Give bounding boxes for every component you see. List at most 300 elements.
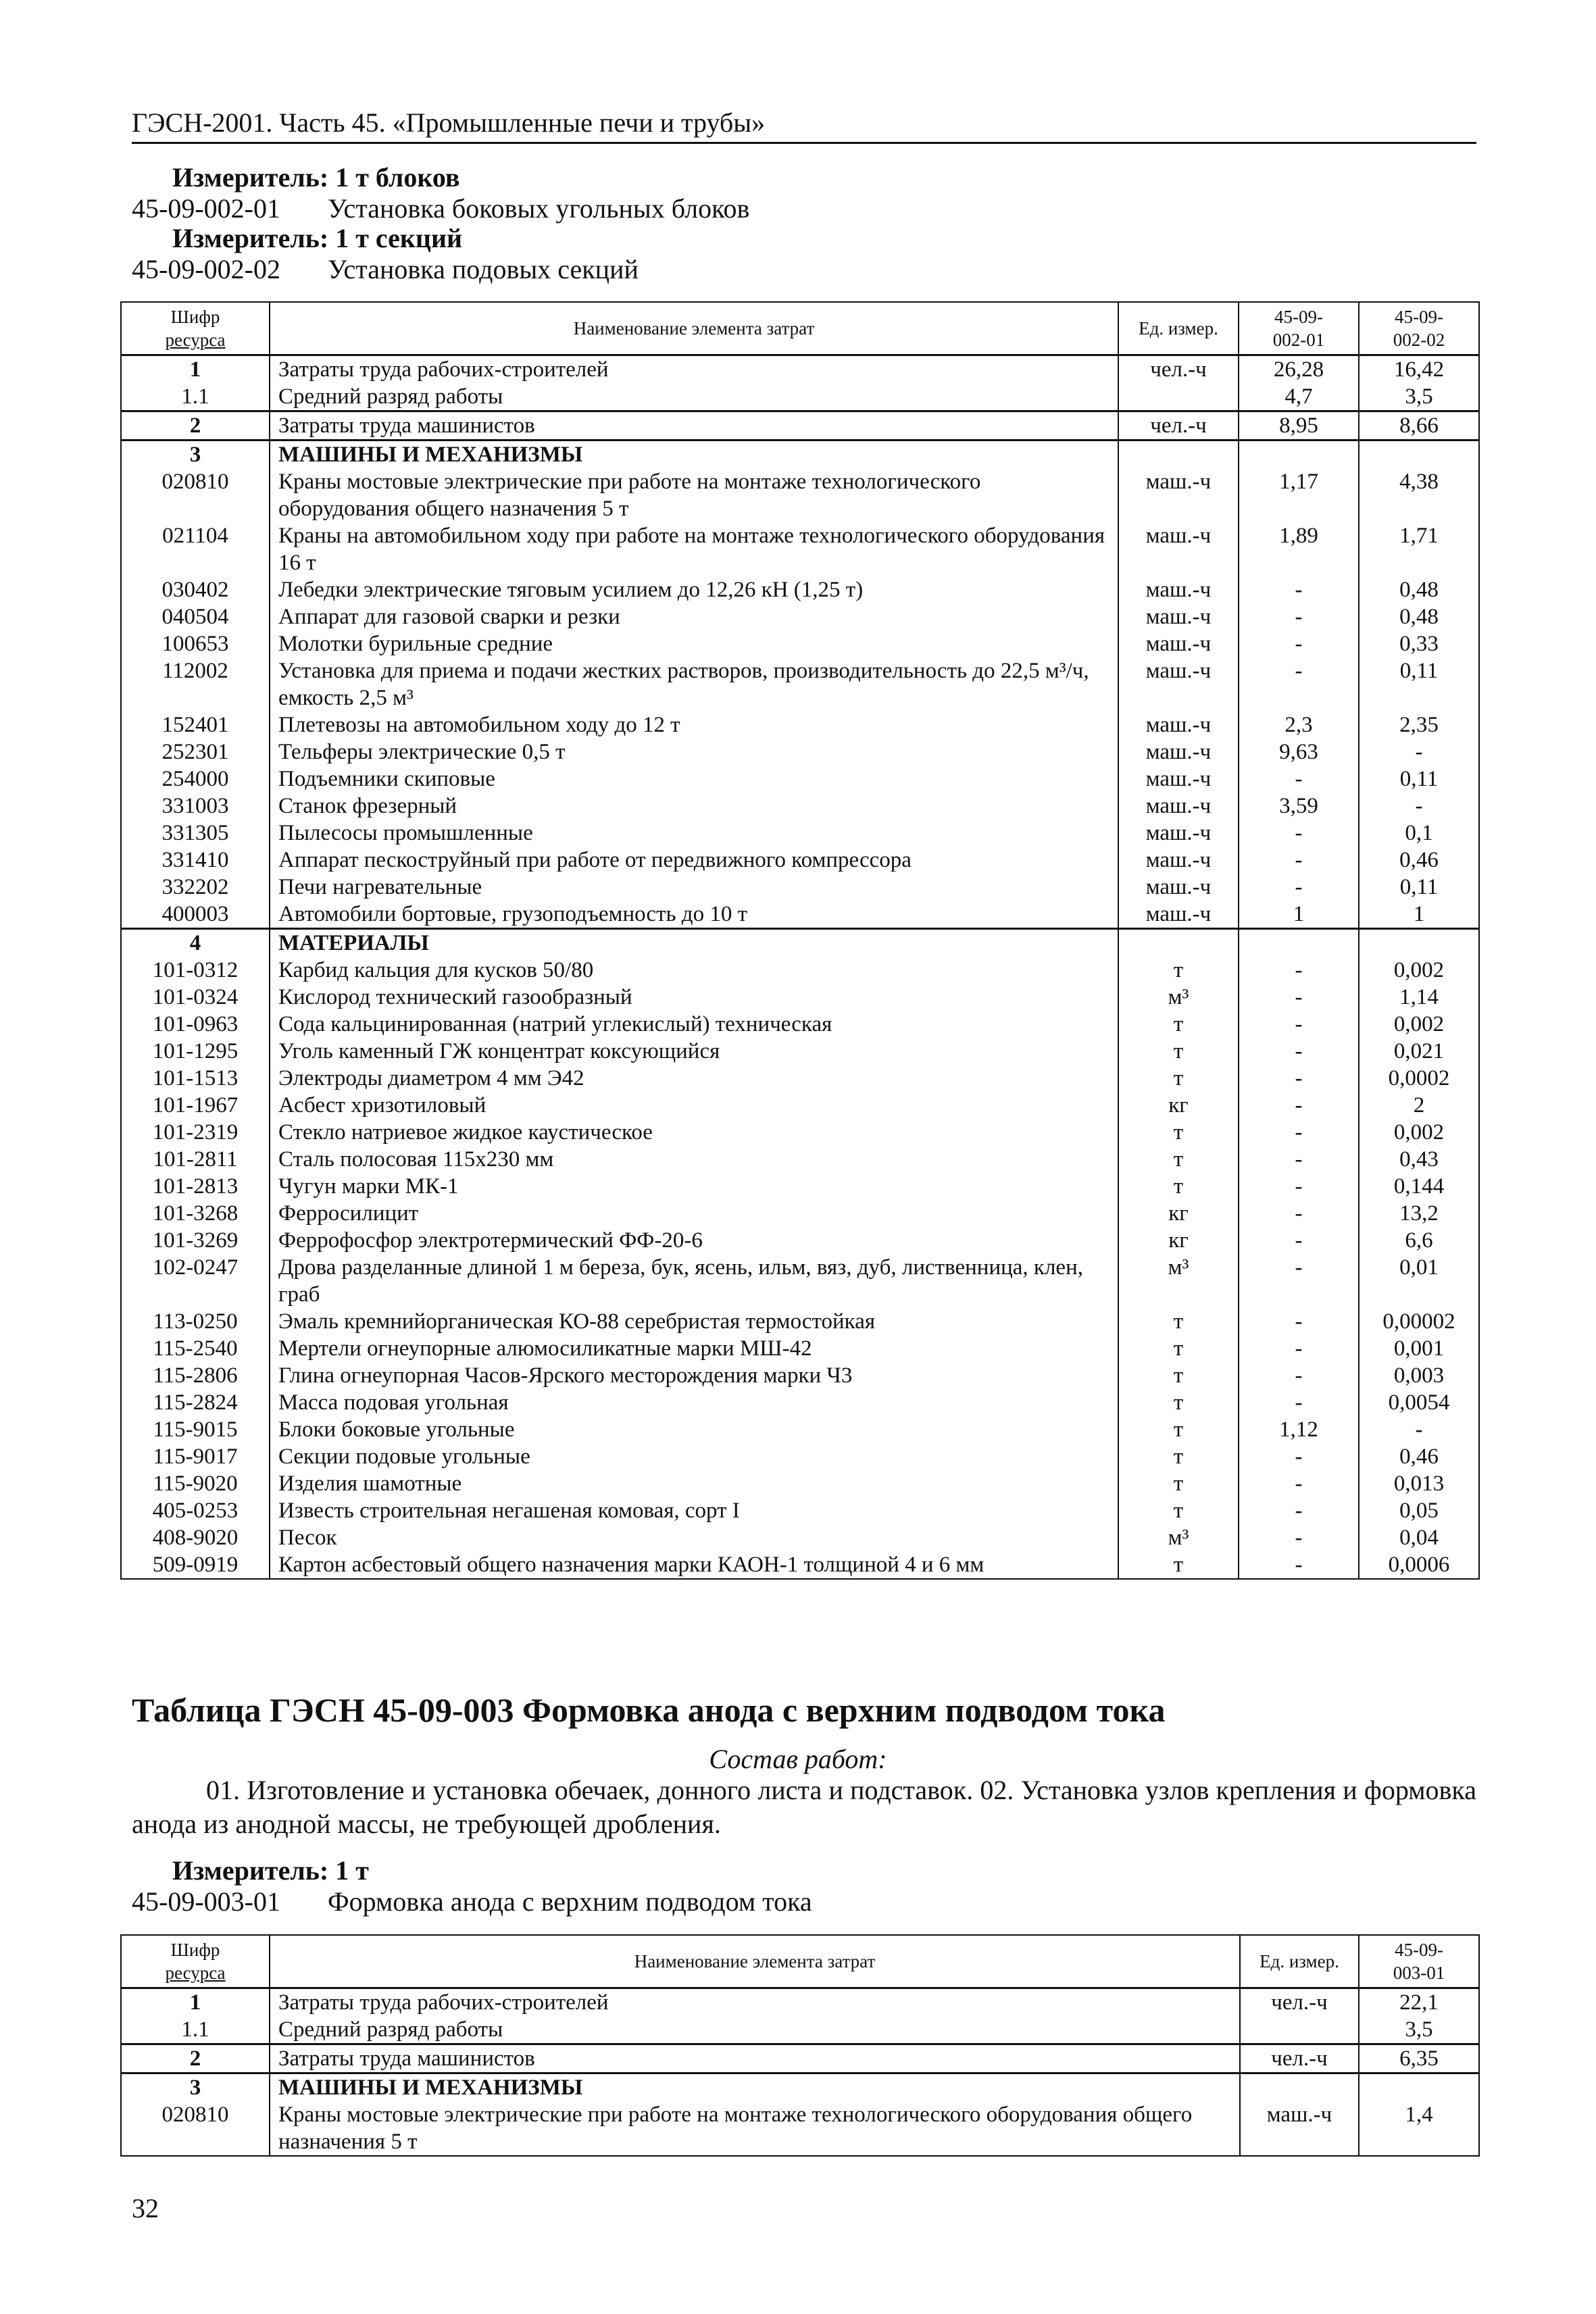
resource-name-cell: МАТЕРИАЛЫ bbox=[270, 929, 1118, 957]
unit-cell: чел.-ч bbox=[1240, 1988, 1359, 2017]
unit-cell: чел.-ч bbox=[1118, 411, 1239, 441]
resource-name-cell: Асбест хризотиловый bbox=[270, 1092, 1118, 1119]
unit-cell: т bbox=[1118, 1335, 1239, 1362]
table-row bbox=[121, 874, 1479, 901]
table-row bbox=[121, 984, 1479, 1011]
value-cell-2: 0,003 bbox=[1359, 1362, 1479, 1389]
resource-name-cell: Пылесосы промышленные bbox=[270, 820, 1118, 847]
table-row bbox=[121, 1443, 1479, 1470]
value-cell-2: 0,46 bbox=[1359, 847, 1479, 874]
table-title: Таблица ГЭСН 45-09-003 Формовка анода с верхним подводом тока bbox=[132, 1691, 1166, 1729]
header-code: Шифр ресурса bbox=[121, 1935, 270, 1988]
resource-code-cell: 112002 bbox=[121, 657, 270, 711]
meter-line-3 bbox=[132, 1855, 369, 1886]
table-header-row bbox=[121, 302, 1479, 355]
norm-line-1 bbox=[132, 193, 749, 224]
table-row bbox=[121, 1146, 1479, 1173]
unit-cell: т bbox=[1118, 957, 1239, 984]
resource-name-cell: Краны мостовые электрические при работе на монтаже технологического оборудования общего назначения 5 т bbox=[270, 2101, 1240, 2156]
unit-cell: т bbox=[1118, 1038, 1239, 1065]
unit-cell: маш.-ч bbox=[1118, 630, 1239, 657]
header-col-2: 45-09- 002-02 bbox=[1359, 302, 1479, 355]
unit-cell: маш.-ч bbox=[1118, 847, 1239, 874]
table-row bbox=[121, 1389, 1479, 1416]
resource-name-cell: МАШИНЫ И МЕХАНИЗМЫ bbox=[270, 441, 1118, 469]
resource-name-cell: Тельферы электрические 0,5 т bbox=[270, 738, 1118, 765]
value-cell-2: 0,1 bbox=[1359, 820, 1479, 847]
unit-cell: маш.-ч bbox=[1118, 576, 1239, 603]
resource-code-cell: 509-0919 bbox=[121, 1551, 270, 1579]
unit-cell: маш.-ч bbox=[1118, 657, 1239, 711]
unit-cell: т bbox=[1118, 1470, 1239, 1497]
table-header-row bbox=[121, 1935, 1479, 1988]
table-row bbox=[121, 657, 1479, 711]
resource-name-cell: Молотки бурильные средние bbox=[270, 630, 1118, 657]
unit-cell: маш.-ч bbox=[1118, 793, 1239, 820]
resource-code-cell: 101-2811 bbox=[121, 1146, 270, 1173]
value-cell-1: - bbox=[1239, 1173, 1359, 1200]
resource-code-cell: 115-2540 bbox=[121, 1335, 270, 1362]
value-cell-1: - bbox=[1239, 1011, 1359, 1038]
norm-line-3 bbox=[132, 1886, 812, 1917]
resource-code-cell: 101-2813 bbox=[121, 1173, 270, 1200]
value-cell-1: - bbox=[1239, 1227, 1359, 1254]
table-row bbox=[121, 1200, 1479, 1227]
meter-label: Измеритель: 1 т bbox=[172, 1855, 369, 1886]
resource-code-cell: 113-0250 bbox=[121, 1308, 270, 1335]
resource-name-cell: Печи нагревательные bbox=[270, 874, 1118, 901]
value-cell-1: - bbox=[1239, 576, 1359, 603]
value-cell-2 bbox=[1359, 441, 1479, 469]
table-row bbox=[121, 765, 1479, 793]
resource-code-cell: 101-0312 bbox=[121, 957, 270, 984]
value-cell-1: - bbox=[1239, 984, 1359, 1011]
value-cell-2: 0,01 bbox=[1359, 1254, 1479, 1308]
resource-name-cell: Феррофосфор электротермический ФФ-20-6 bbox=[270, 1227, 1118, 1254]
table-row bbox=[121, 793, 1479, 820]
meter-label: Измеритель: 1 т блоков bbox=[172, 162, 460, 193]
resource-code-cell: 2 bbox=[121, 2044, 270, 2073]
unit-cell bbox=[1118, 441, 1239, 469]
unit-cell: т bbox=[1118, 1173, 1239, 1200]
table-row bbox=[121, 576, 1479, 603]
resource-code-cell: 4 bbox=[121, 929, 270, 957]
value-cell-1: - bbox=[1239, 1092, 1359, 1119]
resource-code-cell: 1.1 bbox=[121, 2016, 270, 2044]
resource-name-cell: Электроды диаметром 4 мм Э42 bbox=[270, 1065, 1118, 1092]
resource-name-cell: Мертели огнеупорные алюмосиликатные марки МШ-42 bbox=[270, 1335, 1118, 1362]
value-cell-2: 0,021 bbox=[1359, 1038, 1479, 1065]
resource-code-cell: 101-0324 bbox=[121, 984, 270, 1011]
table-row bbox=[121, 1497, 1479, 1524]
resource-name-cell: Картон асбестовый общего назначения марки КАОН-1 толщиной 4 и 6 мм bbox=[270, 1551, 1118, 1579]
unit-cell: т bbox=[1118, 1389, 1239, 1416]
resource-name-cell: Средний разряд работы bbox=[270, 2016, 1240, 2044]
value-cell-1: 6,35 bbox=[1359, 2044, 1479, 2073]
resource-name-cell: Затраты труда машинистов bbox=[270, 411, 1118, 441]
resource-name-cell: Ферросилицит bbox=[270, 1200, 1118, 1227]
value-cell-2: 3,5 bbox=[1359, 383, 1479, 411]
table-row bbox=[121, 2044, 1479, 2073]
table-row bbox=[121, 1173, 1479, 1200]
unit-cell: т bbox=[1118, 1011, 1239, 1038]
value-cell-1: 4,7 bbox=[1239, 383, 1359, 411]
resource-code-cell: 331410 bbox=[121, 847, 270, 874]
resource-code-cell: 331003 bbox=[121, 793, 270, 820]
resource-name-cell: Средний разряд работы bbox=[270, 383, 1118, 411]
resource-code-cell: 101-3269 bbox=[121, 1227, 270, 1254]
resource-code-cell: 252301 bbox=[121, 738, 270, 765]
unit-cell: маш.-ч bbox=[1118, 765, 1239, 793]
resource-name-cell: Блоки боковые угольные bbox=[270, 1416, 1118, 1443]
value-cell-1: 22,1 bbox=[1359, 1988, 1479, 2017]
value-cell-2: 4,38 bbox=[1359, 468, 1479, 522]
unit-cell: т bbox=[1118, 1362, 1239, 1389]
resource-code-cell: 115-2806 bbox=[121, 1362, 270, 1389]
unit-cell: маш.-ч bbox=[1118, 874, 1239, 901]
table-row bbox=[121, 355, 1479, 384]
unit-cell bbox=[1118, 383, 1239, 411]
resource-name-cell: Краны на автомобильном ходу при работе на монтаже технологического оборудования 16 т bbox=[270, 522, 1118, 576]
resource-code-cell: 1.1 bbox=[121, 383, 270, 411]
resource-name-cell: Плетевозы на автомобильном ходу до 12 т bbox=[270, 711, 1118, 738]
resource-name-cell: Известь строительная негашеная комовая, сорт I bbox=[270, 1497, 1118, 1524]
value-cell-1: 26,28 bbox=[1239, 355, 1359, 384]
resource-name-cell: Затраты труда рабочих-строителей bbox=[270, 1988, 1240, 2017]
table-row bbox=[121, 2101, 1479, 2156]
resource-name-cell: МАШИНЫ И МЕХАНИЗМЫ bbox=[270, 2073, 1240, 2102]
value-cell-1: - bbox=[1239, 874, 1359, 901]
value-cell-2 bbox=[1359, 929, 1479, 957]
resource-name-cell: Краны мостовые электрические при работе на монтаже технологического оборудования общего назначения 5 т bbox=[270, 468, 1118, 522]
value-cell-2: 0,001 bbox=[1359, 1335, 1479, 1362]
resource-code-cell: 3 bbox=[121, 2073, 270, 2102]
value-cell-2: 0,0054 bbox=[1359, 1389, 1479, 1416]
table-row bbox=[121, 1308, 1479, 1335]
value-cell-1: - bbox=[1239, 1119, 1359, 1146]
value-cell-1: 1 bbox=[1239, 901, 1359, 929]
value-cell-1 bbox=[1239, 441, 1359, 469]
value-cell-1: 2,3 bbox=[1239, 711, 1359, 738]
table-row bbox=[121, 2073, 1479, 2102]
table-row bbox=[121, 1524, 1479, 1551]
value-cell-2: 0,00002 bbox=[1359, 1308, 1479, 1335]
value-cell-1: - bbox=[1239, 1443, 1359, 1470]
resource-code-cell: 021104 bbox=[121, 522, 270, 576]
resource-code-cell: 2 bbox=[121, 411, 270, 441]
value-cell-2: - bbox=[1359, 1416, 1479, 1443]
table-row bbox=[121, 1065, 1479, 1092]
value-cell-2: 0,11 bbox=[1359, 765, 1479, 793]
resource-code-cell: 102-0247 bbox=[121, 1254, 270, 1308]
table-row bbox=[121, 1988, 1479, 2017]
unit-cell: чел.-ч bbox=[1240, 2044, 1359, 2073]
unit-cell: маш.-ч bbox=[1240, 2101, 1359, 2156]
value-cell-1: 1,12 bbox=[1239, 1416, 1359, 1443]
header-col-1: 45-09- 002-01 bbox=[1239, 302, 1359, 355]
table-row bbox=[121, 957, 1479, 984]
value-cell-1: 1,89 bbox=[1239, 522, 1359, 576]
unit-cell: м³ bbox=[1118, 984, 1239, 1011]
value-cell-1: - bbox=[1239, 1470, 1359, 1497]
value-cell-2: 0,0006 bbox=[1359, 1551, 1479, 1579]
resource-code-cell: 101-0963 bbox=[121, 1011, 270, 1038]
unit-cell: т bbox=[1118, 1308, 1239, 1335]
header-name: Наименование элемента затрат bbox=[270, 1935, 1240, 1988]
unit-cell: маш.-ч bbox=[1118, 711, 1239, 738]
value-cell-1: - bbox=[1239, 1038, 1359, 1065]
resource-name-cell: Песок bbox=[270, 1524, 1118, 1551]
value-cell-1: - bbox=[1239, 1146, 1359, 1173]
table-row bbox=[121, 847, 1479, 874]
value-cell-1: - bbox=[1239, 603, 1359, 630]
value-cell-2: 1,14 bbox=[1359, 984, 1479, 1011]
norm-name: Установка боковых угольных блоков bbox=[328, 193, 750, 224]
value-cell-2: 0,013 bbox=[1359, 1470, 1479, 1497]
unit-cell: т bbox=[1118, 1497, 1239, 1524]
table-row bbox=[121, 2016, 1479, 2044]
header-name: Наименование элемента затрат bbox=[270, 302, 1118, 355]
resource-name-cell: Сталь полосовая 115х230 мм bbox=[270, 1146, 1118, 1173]
value-cell-1: - bbox=[1239, 1524, 1359, 1551]
resource-code-cell: 152401 bbox=[121, 711, 270, 738]
value-cell-1: - bbox=[1239, 957, 1359, 984]
header-unit: Ед. измер. bbox=[1240, 1935, 1359, 1988]
resource-code-cell: 1 bbox=[121, 355, 270, 384]
value-cell-2: 13,2 bbox=[1359, 1200, 1479, 1227]
resource-code-cell: 100653 bbox=[121, 630, 270, 657]
table-row bbox=[121, 1551, 1479, 1579]
resource-name-cell: Автомобили бортовые, грузоподъемность до 10 т bbox=[270, 901, 1118, 929]
value-cell-2: 0,002 bbox=[1359, 957, 1479, 984]
unit-cell: маш.-ч bbox=[1118, 522, 1239, 576]
meter-line-1 bbox=[132, 162, 459, 193]
norm-name: Установка подовых секций bbox=[328, 254, 639, 284]
value-cell-1: - bbox=[1239, 657, 1359, 711]
unit-cell: м³ bbox=[1118, 1524, 1239, 1551]
table-row bbox=[121, 1092, 1479, 1119]
value-cell-1: - bbox=[1239, 820, 1359, 847]
value-cell-2: 0,05 bbox=[1359, 1497, 1479, 1524]
resource-name-cell: Масса подовая угольная bbox=[270, 1389, 1118, 1416]
unit-cell: кг bbox=[1118, 1227, 1239, 1254]
resource-code-cell: 101-3268 bbox=[121, 1200, 270, 1227]
resource-name-cell: Стекло натриевое жидкое каустическое bbox=[270, 1119, 1118, 1146]
works-text: 01. Изготовление и установка обечаек, донного листа и подставок. 02. Установка узлов крепления и формовка анода из анодной массы, не требующей дробления. bbox=[132, 1775, 1476, 1839]
value-cell-1: 9,63 bbox=[1239, 738, 1359, 765]
norm-line-2 bbox=[132, 254, 639, 285]
resource-name-cell: Аппарат пескоструйный при работе от передвижного компрессора bbox=[270, 847, 1118, 874]
value-cell-1 bbox=[1359, 2073, 1479, 2102]
resource-table-2 bbox=[120, 1934, 1480, 2157]
table-row bbox=[121, 1470, 1479, 1497]
composition-label: Состав работ: bbox=[709, 1744, 887, 1774]
table-row bbox=[121, 1335, 1479, 1362]
resource-name-cell: Станок фрезерный bbox=[270, 793, 1118, 820]
resource-code-cell: 332202 bbox=[121, 874, 270, 901]
value-cell-2: - bbox=[1359, 793, 1479, 820]
unit-cell bbox=[1118, 929, 1239, 957]
resource-name-cell: Аппарат для газовой сварки и резки bbox=[270, 603, 1118, 630]
unit-cell: кг bbox=[1118, 1092, 1239, 1119]
unit-cell: т bbox=[1118, 1443, 1239, 1470]
page-number: 32 bbox=[132, 2193, 159, 2223]
table-row bbox=[121, 1254, 1479, 1308]
table-row bbox=[121, 820, 1479, 847]
resource-code-cell: 405-0253 bbox=[121, 1497, 270, 1524]
value-cell-1: - bbox=[1239, 1362, 1359, 1389]
table-row bbox=[121, 468, 1479, 522]
meter-line-2 bbox=[132, 223, 462, 254]
resource-code-cell: 020810 bbox=[121, 468, 270, 522]
value-cell-1: - bbox=[1239, 1200, 1359, 1227]
unit-cell: чел.-ч bbox=[1118, 355, 1239, 384]
value-cell-1: - bbox=[1239, 1308, 1359, 1335]
value-cell-1: - bbox=[1239, 1497, 1359, 1524]
resource-name-cell: Секции подовые угольные bbox=[270, 1443, 1118, 1470]
table-row bbox=[121, 711, 1479, 738]
resource-name-cell: Чугун марки МК-1 bbox=[270, 1173, 1118, 1200]
resource-name-cell: Дрова разделанные длиной 1 м береза, бук, ясень, ильм, вяз, дуб, лиственница, клен, граб bbox=[270, 1254, 1118, 1308]
table-row bbox=[121, 929, 1479, 957]
header-unit: Ед. измер. bbox=[1118, 302, 1239, 355]
resource-code-cell: 101-1295 bbox=[121, 1038, 270, 1065]
value-cell-2: 0,04 bbox=[1359, 1524, 1479, 1551]
norm-code: 45-09-003-01 bbox=[132, 1886, 280, 1917]
value-cell-2: 0,11 bbox=[1359, 874, 1479, 901]
value-cell-2: 2 bbox=[1359, 1092, 1479, 1119]
resource-code-cell: 115-9015 bbox=[121, 1416, 270, 1443]
resource-table-1 bbox=[120, 301, 1480, 1580]
value-cell-2: 0,002 bbox=[1359, 1011, 1479, 1038]
resource-code-cell: 101-1967 bbox=[121, 1092, 270, 1119]
value-cell-2: 0,144 bbox=[1359, 1173, 1479, 1200]
resource-code-cell: 331305 bbox=[121, 820, 270, 847]
value-cell-1: - bbox=[1239, 765, 1359, 793]
value-cell-1: 3,5 bbox=[1359, 2016, 1479, 2044]
table-row bbox=[121, 383, 1479, 411]
norm-code: 45-09-002-01 bbox=[132, 193, 280, 224]
resource-name-cell: Уголь каменный ГЖ концентрат коксующийся bbox=[270, 1038, 1118, 1065]
value-cell-1: - bbox=[1239, 1065, 1359, 1092]
unit-cell: т bbox=[1118, 1119, 1239, 1146]
table-row bbox=[121, 1119, 1479, 1146]
value-cell-2: 0,48 bbox=[1359, 576, 1479, 603]
value-cell-2: 6,6 bbox=[1359, 1227, 1479, 1254]
resource-code-cell: 020810 bbox=[121, 2101, 270, 2156]
value-cell-1: - bbox=[1239, 630, 1359, 657]
table-row bbox=[121, 603, 1479, 630]
value-cell-1: 3,59 bbox=[1239, 793, 1359, 820]
resource-name-cell: Карбид кальция для кусков 50/80 bbox=[270, 957, 1118, 984]
resource-code-cell: 115-2824 bbox=[121, 1389, 270, 1416]
value-cell-1: - bbox=[1239, 1254, 1359, 1308]
value-cell-1: 1,17 bbox=[1239, 468, 1359, 522]
value-cell-2: 2,35 bbox=[1359, 711, 1479, 738]
unit-cell: т bbox=[1118, 1065, 1239, 1092]
value-cell-2: 16,42 bbox=[1359, 355, 1479, 384]
unit-cell bbox=[1240, 2073, 1359, 2102]
running-head: ГЭСН-2001. Часть 45. «Промышленные печи и трубы» bbox=[132, 107, 1476, 144]
resource-code-cell: 400003 bbox=[121, 901, 270, 929]
value-cell-2: 0,33 bbox=[1359, 630, 1479, 657]
table-row bbox=[121, 901, 1479, 929]
resource-name-cell: Сода кальцинированная (натрий углекислый) техническая bbox=[270, 1011, 1118, 1038]
resource-code-cell: 101-1513 bbox=[121, 1065, 270, 1092]
value-cell-2: 1,71 bbox=[1359, 522, 1479, 576]
norm-code: 45-09-002-02 bbox=[132, 254, 280, 284]
value-cell-1: - bbox=[1239, 1551, 1359, 1579]
value-cell-2: 1 bbox=[1359, 901, 1479, 929]
unit-cell: м³ bbox=[1118, 1254, 1239, 1308]
value-cell-2: 0,48 bbox=[1359, 603, 1479, 630]
table-row bbox=[121, 630, 1479, 657]
resource-name-cell: Изделия шамотные bbox=[270, 1470, 1118, 1497]
value-cell-1: - bbox=[1239, 847, 1359, 874]
resource-name-cell: Лебедки электрические тяговым усилием до 12,26 кН (1,25 т) bbox=[270, 576, 1118, 603]
resource-name-cell: Подъемники скиповые bbox=[270, 765, 1118, 793]
value-cell-2: 0,46 bbox=[1359, 1443, 1479, 1470]
resource-code-cell: 254000 bbox=[121, 765, 270, 793]
table-row bbox=[121, 738, 1479, 765]
table-row bbox=[121, 1227, 1479, 1254]
value-cell-2: 0,43 bbox=[1359, 1146, 1479, 1173]
resource-code-cell: 1 bbox=[121, 1988, 270, 2017]
unit-cell: маш.-ч bbox=[1118, 738, 1239, 765]
resource-name-cell: Глина огнеупорная Часов-Ярского месторождения марки Ч3 bbox=[270, 1362, 1118, 1389]
table-row bbox=[121, 1011, 1479, 1038]
table-row bbox=[121, 411, 1479, 441]
header-code: Шифр ресурса bbox=[121, 302, 270, 355]
value-cell-2: 8,66 bbox=[1359, 411, 1479, 441]
resource-code-cell: 115-9020 bbox=[121, 1470, 270, 1497]
unit-cell: т bbox=[1118, 1146, 1239, 1173]
unit-cell: маш.-ч bbox=[1118, 901, 1239, 929]
value-cell-1: 8,95 bbox=[1239, 411, 1359, 441]
header-col-1: 45-09- 003-01 bbox=[1359, 1935, 1479, 1988]
value-cell-1: 1,4 bbox=[1359, 2101, 1479, 2156]
resource-name-cell: Затраты труда рабочих-строителей bbox=[270, 355, 1118, 384]
resource-code-cell: 030402 bbox=[121, 576, 270, 603]
resource-name-cell: Эмаль кремнийорганическая КО-88 серебристая термостойкая bbox=[270, 1308, 1118, 1335]
table-row bbox=[121, 522, 1479, 576]
value-cell-1: - bbox=[1239, 1335, 1359, 1362]
norm-name: Формовка анода с верхним подводом тока bbox=[328, 1886, 812, 1917]
resource-code-cell: 408-9020 bbox=[121, 1524, 270, 1551]
resource-name-cell: Затраты труда машинистов bbox=[270, 2044, 1240, 2073]
value-cell-1: - bbox=[1239, 1389, 1359, 1416]
unit-cell: т bbox=[1118, 1416, 1239, 1443]
value-cell-1 bbox=[1239, 929, 1359, 957]
value-cell-2: - bbox=[1359, 738, 1479, 765]
resource-name-cell: Кислород технический газообразный bbox=[270, 984, 1118, 1011]
resource-code-cell: 040504 bbox=[121, 603, 270, 630]
unit-cell: т bbox=[1118, 1551, 1239, 1579]
value-cell-2: 0,002 bbox=[1359, 1119, 1479, 1146]
unit-cell bbox=[1240, 2016, 1359, 2044]
resource-name-cell: Установка для приема и подачи жестких растворов, производительность до 22,5 м³/ч, емкость 2,5 м³ bbox=[270, 657, 1118, 711]
table-row bbox=[121, 1362, 1479, 1389]
unit-cell: кг bbox=[1118, 1200, 1239, 1227]
resource-code-cell: 3 bbox=[121, 441, 270, 469]
resource-code-cell: 115-9017 bbox=[121, 1443, 270, 1470]
table-row bbox=[121, 1416, 1479, 1443]
value-cell-2: 0,11 bbox=[1359, 657, 1479, 711]
table-row bbox=[121, 1038, 1479, 1065]
unit-cell: маш.-ч bbox=[1118, 603, 1239, 630]
resource-code-cell: 101-2319 bbox=[121, 1119, 270, 1146]
value-cell-2: 0,0002 bbox=[1359, 1065, 1479, 1092]
